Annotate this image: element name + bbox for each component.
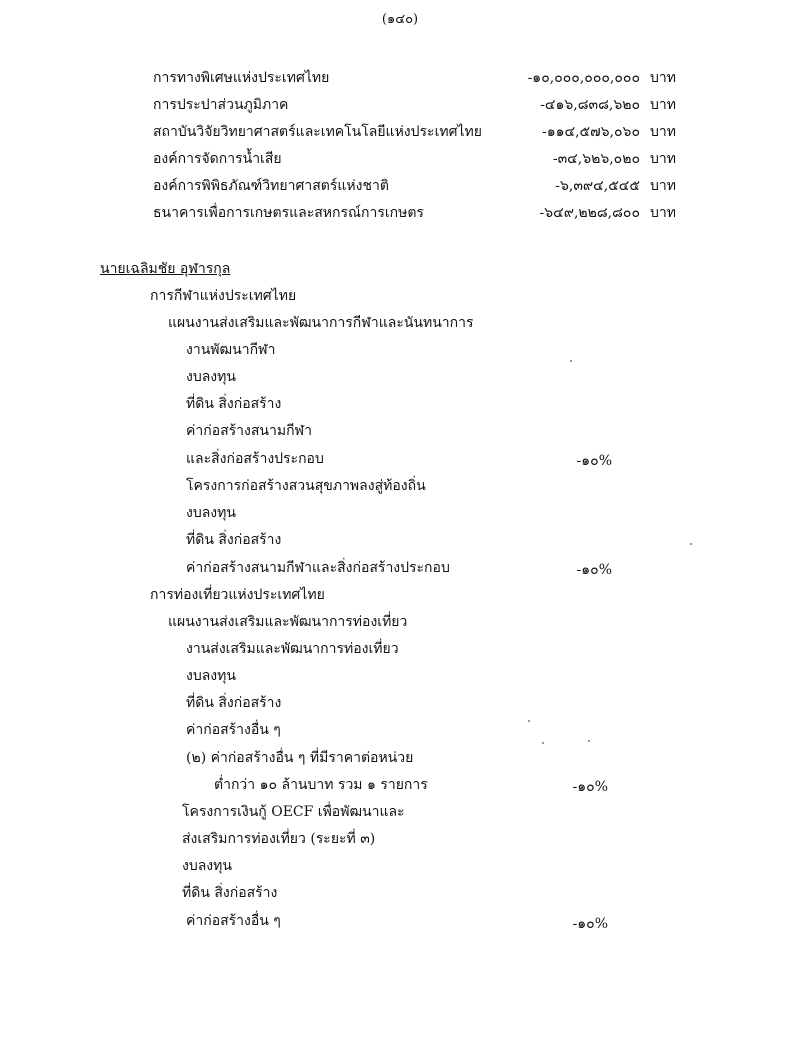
list-item: ที่ดิน สิ่งก่อสร้าง [186, 396, 282, 412]
cut-unit: บาท [650, 205, 676, 221]
cut-name: การทางพิเศษแห่งประเทศไทย [153, 70, 330, 86]
list-item: งบลงทุน [186, 505, 236, 521]
cut-unit: บาท [650, 151, 676, 167]
cut-amount: -๓๔,๖๒๖,๐๒๐ [552, 151, 640, 167]
cut-amount: -๔๑๖,๘๓๘,๖๒๐ [540, 97, 640, 113]
list-item: งบลงทุน [186, 668, 236, 684]
list-item: (๒) ค่าก่อสร้างอื่น ๆ ที่มีราคาต่อหน่วย [186, 750, 414, 766]
list-item: ส่งเสริมการท่องเที่ยว (ระยะที่ ๓) [182, 831, 376, 847]
percent-cut: -๑๐% [572, 779, 608, 795]
list-item: ที่ดิน สิ่งก่อสร้าง [186, 695, 282, 711]
cut-amount: -๑๐,๐๐๐,๐๐๐,๐๐๐ [527, 70, 640, 86]
list-item: แผนงานส่งเสริมและพัฒนาการท่องเที่ยว [168, 614, 408, 630]
list-item: แผนงานส่งเสริมและพัฒนาการกีฬาและนันทนาการ [168, 315, 474, 331]
scan-speck [542, 742, 544, 744]
list-item: ค่าก่อสร้างอื่น ๆ [186, 913, 281, 929]
cut-name: องค์การจัดการน้ำเสีย [153, 151, 282, 167]
cut-amount: -๖๔๙,๒๒๘,๘๐๐ [539, 205, 640, 221]
cut-amount: -๖,๓๙๔,๕๔๕ [555, 178, 640, 194]
list-item: การท่องเที่ยวแห่งประเทศไทย [150, 587, 325, 603]
cut-unit: บาท [650, 97, 676, 113]
list-item: งบลงทุน [182, 858, 232, 874]
percent-cut: -๑๐% [576, 453, 612, 469]
scan-speck [588, 740, 590, 742]
cut-unit: บาท [650, 178, 676, 194]
list-item: ที่ดิน สิ่งก่อสร้าง [182, 885, 278, 901]
list-item: โครงการก่อสร้างสวนสุขภาพลงสู่ท้องถิ่น [186, 478, 426, 494]
cut-name: ธนาคารเพื่อการเกษตรและสหกรณ์การเกษตร [153, 205, 424, 221]
cut-unit: บาท [650, 70, 676, 86]
cut-name: การประปาส่วนภูมิภาค [153, 97, 289, 113]
percent-cut: -๑๐% [576, 562, 612, 578]
list-item: ค่าก่อสร้างอื่น ๆ [186, 722, 281, 738]
scan-speck [528, 720, 530, 722]
member-name-heading: นายเฉลิมชัย อุฬารกุล [100, 261, 231, 277]
list-item: ค่าก่อสร้างสนามกีฬาและสิ่งก่อสร้างประกอบ [186, 560, 450, 576]
cut-amount: -๑๑๔,๕๗๖,๐๖๐ [542, 124, 640, 140]
cut-name: สถาบันวิจัยวิทยาศาสตร์และเทคโนโลยีแห่งประเทศไทย [153, 124, 482, 140]
list-item: งบลงทุน [186, 369, 236, 385]
list-item: งานส่งเสริมและพัฒนาการท่องเที่ยว [186, 641, 399, 657]
page-number: (๑๔๐) [381, 12, 419, 27]
list-item: ค่าก่อสร้างสนามกีฬา [186, 423, 312, 439]
scan-speck [570, 360, 572, 362]
list-item: ต่ำกว่า ๑๐ ล้านบาท รวม ๑ รายการ [214, 777, 428, 793]
list-item: ที่ดิน สิ่งก่อสร้าง [186, 532, 282, 548]
list-item: การกีฬาแห่งประเทศไทย [150, 288, 297, 304]
scan-speck [690, 543, 692, 545]
cut-name: องค์การพิพิธภัณฑ์วิทยาศาสตร์แห่งชาติ [153, 178, 389, 194]
cut-unit: บาท [650, 124, 676, 140]
list-item: โครงการเงินกู้ OECF เพื่อพัฒนาและ [182, 804, 405, 820]
list-item: งานพัฒนากีฬา [186, 342, 276, 358]
percent-cut: -๑๐% [572, 916, 608, 932]
list-item: และสิ่งก่อสร้างประกอบ [186, 451, 324, 467]
